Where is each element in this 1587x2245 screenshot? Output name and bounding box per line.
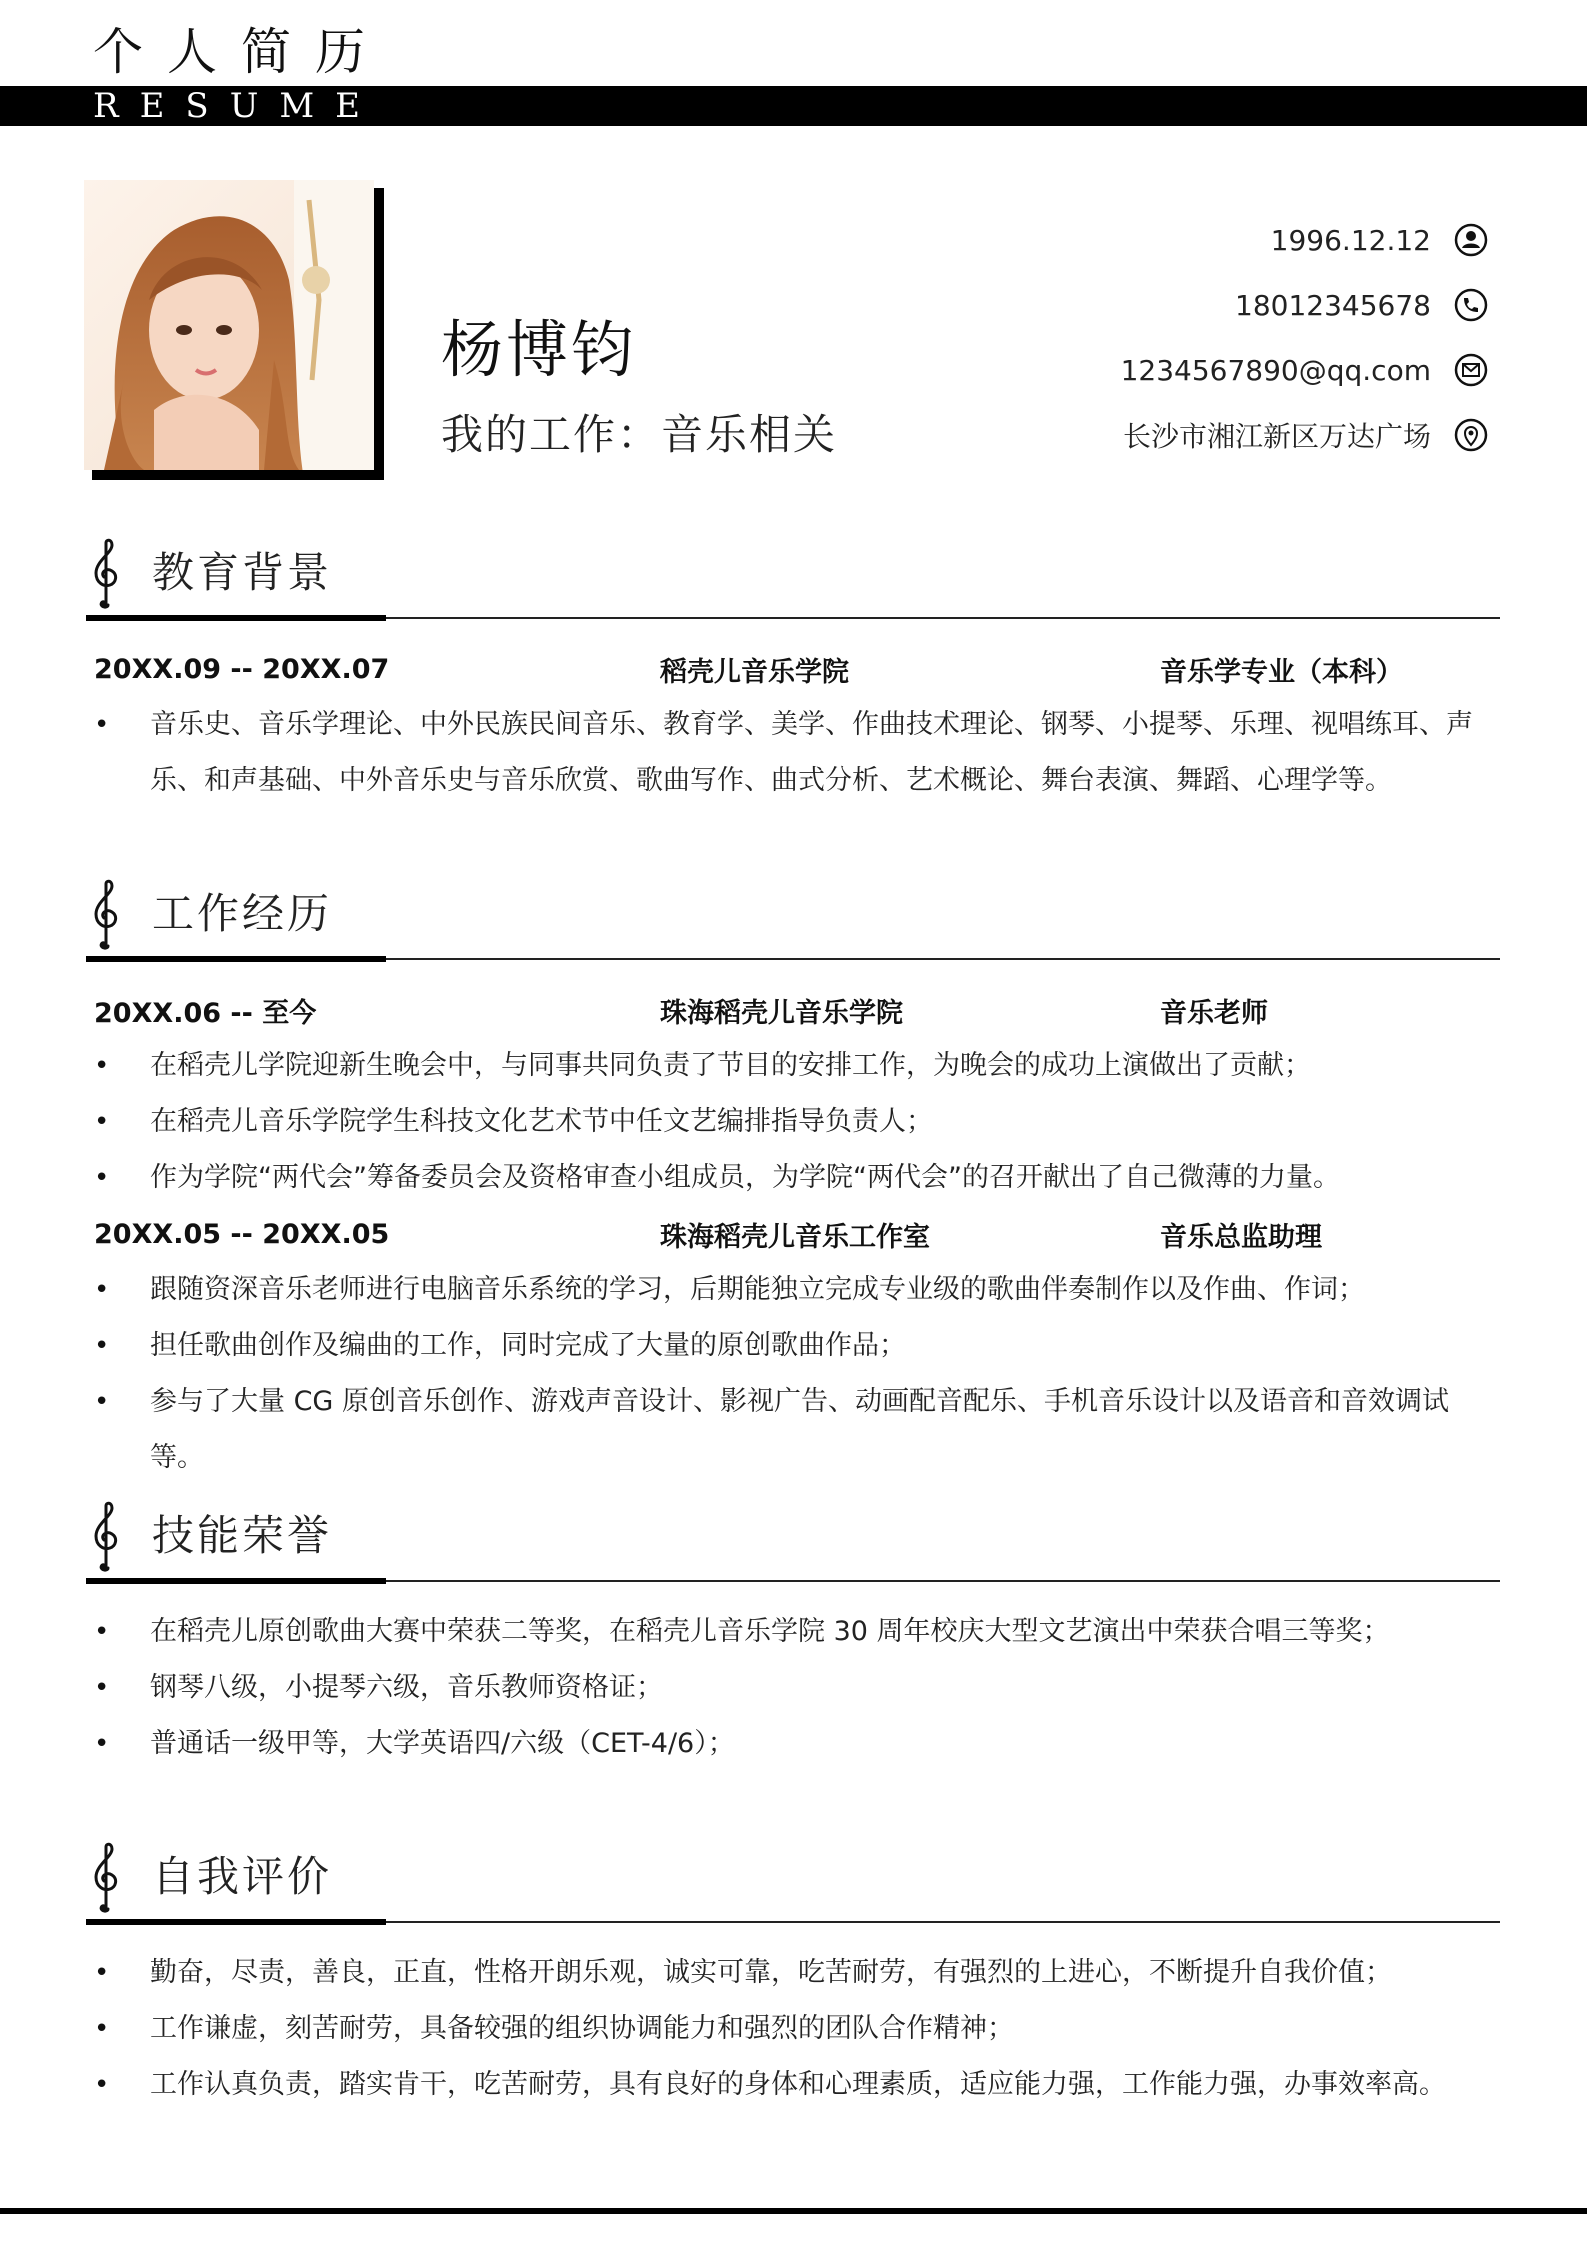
phone-icon <box>1453 287 1489 323</box>
mail-icon <box>1453 352 1489 388</box>
address-text: 长沙市湘江新区万达广场 <box>1122 420 1431 453</box>
email-text: 1234567890@qq.com <box>1120 353 1431 387</box>
education-date: 20XX.09 -- 20XX.07 <box>94 653 390 685</box>
list-item: • 担任歌曲创作及编曲的工作，同时完成了大量的原创歌曲作品； <box>86 1318 1500 1374</box>
work-list <box>86 1262 1500 1486</box>
evaluation-list <box>86 1945 1500 2113</box>
resume-title-cn: 个人简历 <box>93 23 389 81</box>
person-icon <box>1453 222 1489 258</box>
education-list <box>86 697 1500 809</box>
birthdate-text: 1996.12.12 <box>1270 223 1431 257</box>
work-section <box>86 878 1500 1486</box>
list-item: • 作为学院“两代会”筹备委员会及资格审查小组成员，为学院“两代会”的召开献出了自己微薄的力量。 <box>86 1150 1500 1206</box>
contact-email <box>789 352 1489 388</box>
evaluation-section <box>86 1841 1500 2113</box>
section-divider-accent <box>86 956 386 962</box>
skills-section <box>86 1500 1500 1772</box>
list-item: • 参与了大量 CG 原创音乐创作、游戏声音设计、影视广告、动画配音配乐、手机音乐设计以及语音和音效调试等。 <box>86 1374 1500 1486</box>
work-date: 20XX.06 -- 至今 <box>94 997 317 1029</box>
education-entry <box>86 641 1500 697</box>
list-item: • 在稻壳儿学院迎新生晚会中，与同事共同负责了节目的安排工作，为晚会的成功上演做出了贡献； <box>86 1038 1500 1094</box>
work-list <box>86 1038 1500 1206</box>
evaluation-title: 自我评价 <box>152 1852 333 1901</box>
section-divider-accent <box>86 1919 386 1925</box>
skills-header <box>86 1500 1500 1580</box>
work-company: 珠海稻壳儿音乐工作室 <box>660 1221 930 1253</box>
work-company: 珠海稻壳儿音乐学院 <box>660 997 903 1029</box>
list-item: • 普通话一级甲等，大学英语四/六级（CET-4/6）； <box>86 1716 1500 1772</box>
phone-text: 18012345678 <box>1235 288 1431 322</box>
treble-clef-icon <box>86 1841 126 1913</box>
education-section <box>86 537 1500 809</box>
treble-clef-icon <box>86 878 126 950</box>
skills-title: 技能荣誉 <box>152 1511 333 1560</box>
list-item: • 工作谦虚，刻苦耐劳，具备较强的组织协调能力和强烈的团队合作精神； <box>86 2001 1500 2057</box>
job-title: 我的工作：音乐相关 <box>441 410 838 459</box>
section-divider-accent <box>86 1578 386 1584</box>
list-item: • 工作认真负责，踏实肯干，吃苦耐劳，具有良好的身体和心理素质，适应能力强，工作能力强，办事效率高。 <box>86 2057 1500 2113</box>
list-item: • 钢琴八级，小提琴六级，音乐教师资格证； <box>86 1660 1500 1716</box>
list-item: • 勤奋，尽责，善良，正直，性格开朗乐观，诚实可靠，吃苦耐劳，有强烈的上进心，不断提升自我价值； <box>86 1945 1500 2001</box>
work-date: 20XX.05 -- 20XX.05 <box>94 1218 390 1250</box>
work-entry <box>86 1206 1500 1262</box>
skills-list <box>86 1604 1500 1772</box>
work-entry <box>86 982 1500 1038</box>
location-icon <box>1453 417 1489 453</box>
list-item: • 在稻壳儿原创歌曲大赛中荣获二等奖，在稻壳儿音乐学院 30 周年校庆大型文艺演出中荣获合唱三等奖； <box>86 1604 1500 1660</box>
work-header <box>86 878 1500 958</box>
education-title: 教育背景 <box>152 548 333 597</box>
work-title: 工作经历 <box>152 889 333 938</box>
contact-birthdate <box>789 222 1489 258</box>
treble-clef-icon <box>86 537 126 609</box>
education-major: 音乐学专业（本科） <box>1160 656 1403 688</box>
contact-list <box>789 222 1489 482</box>
education-school: 稻壳儿音乐学院 <box>660 656 849 688</box>
education-header <box>86 537 1500 617</box>
footer-bar <box>0 2208 1587 2214</box>
profile-photo <box>84 180 374 470</box>
work-role: 音乐总监助理 <box>1160 1221 1322 1253</box>
contact-address <box>789 417 1489 453</box>
section-divider-accent <box>86 615 386 621</box>
list-item: • 跟随资深音乐老师进行电脑音乐系统的学习，后期能独立完成专业级的歌曲伴奏制作以及作曲、作词； <box>86 1262 1500 1318</box>
person-name: 杨博钧 <box>441 313 637 386</box>
contact-phone <box>789 287 1489 323</box>
treble-clef-icon <box>86 1500 126 1572</box>
resume-title-en: RESUME <box>93 86 381 126</box>
evaluation-header <box>86 1841 1500 1921</box>
list-item: • 音乐史、音乐学理论、中外民族民间音乐、教育学、美学、作曲技术理论、钢琴、小提琴、乐理、视唱练耳、声乐、和声基础、中外音乐史与音乐欣赏、歌曲写作、曲式分析、艺术概论、舞台表演、舞蹈、心理学等。 <box>86 697 1500 809</box>
list-item: • 在稻壳儿音乐学院学生科技文化艺术节中任文艺编排指导负责人； <box>86 1094 1500 1150</box>
work-role: 音乐老师 <box>1160 997 1268 1029</box>
